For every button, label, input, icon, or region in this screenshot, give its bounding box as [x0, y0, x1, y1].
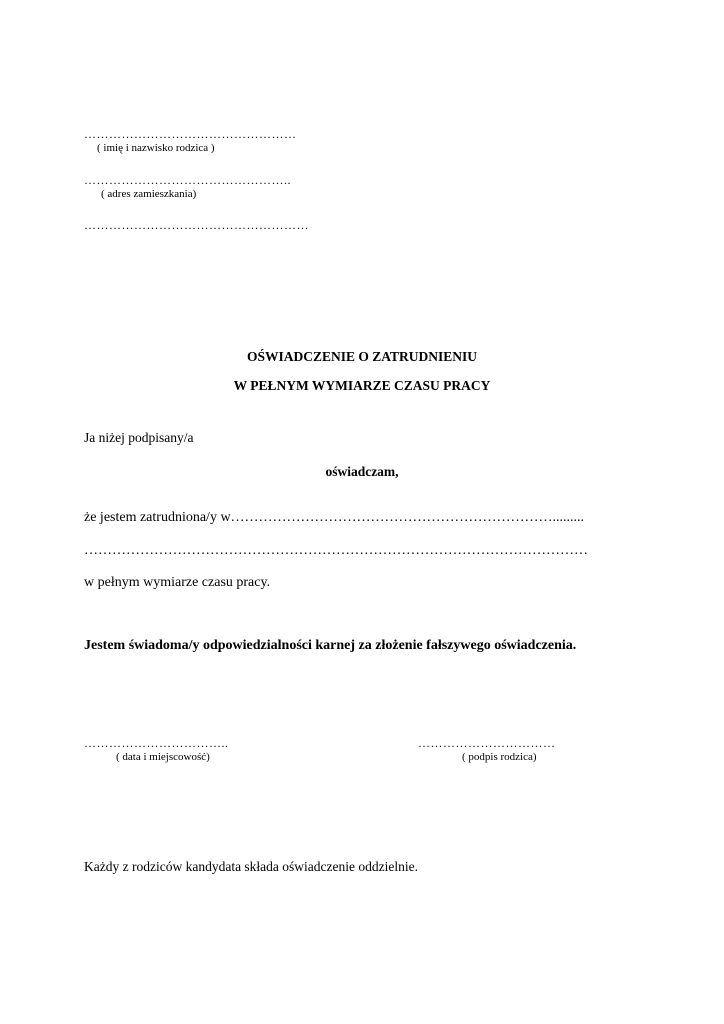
employer-continuation-line: ………………………………………………………………………………………………: [84, 543, 588, 558]
declare-text: oświadczam,: [325, 464, 399, 479]
parent-name-line: ……………………………………………: [84, 127, 297, 141]
footer-note: Każdy z rodziców kandydata składa oświadczenie oddzielnie.: [84, 859, 418, 874]
signature-hint: ( podpis rodzica): [462, 751, 537, 763]
employment-line: że jestem zatrudniona/y w…………………………………………………………….........: [84, 510, 585, 525]
liability-statement: Jestem świadoma/y odpowiedzialności karnej za złożenie fałszywego oświadczenia.: [84, 638, 577, 653]
full-time-text: w pełnym wymiarze czasu pracy.: [84, 575, 271, 590]
parent-name-hint: ( imię i nazwisko rodzica ): [97, 142, 215, 154]
address-line-1: …………………………………………..: [84, 173, 291, 187]
document-title-line-2: W PEŁNYM WYMIARZE CZASU PRACY: [233, 378, 491, 393]
date-place-hint: ( data i miejscowość): [116, 751, 210, 763]
address-line-2: ………………………………………………: [84, 218, 309, 232]
date-place-line: ……………………………..: [84, 736, 229, 750]
address-hint: ( adres zamieszkania): [101, 188, 197, 200]
document-title-line-1: OŚWIADCZENIE O ZATRUDNIENIU: [246, 349, 478, 364]
signature-line: ……………………………: [418, 736, 556, 750]
intro-text: Ja niżej podpisany/a: [84, 430, 194, 445]
